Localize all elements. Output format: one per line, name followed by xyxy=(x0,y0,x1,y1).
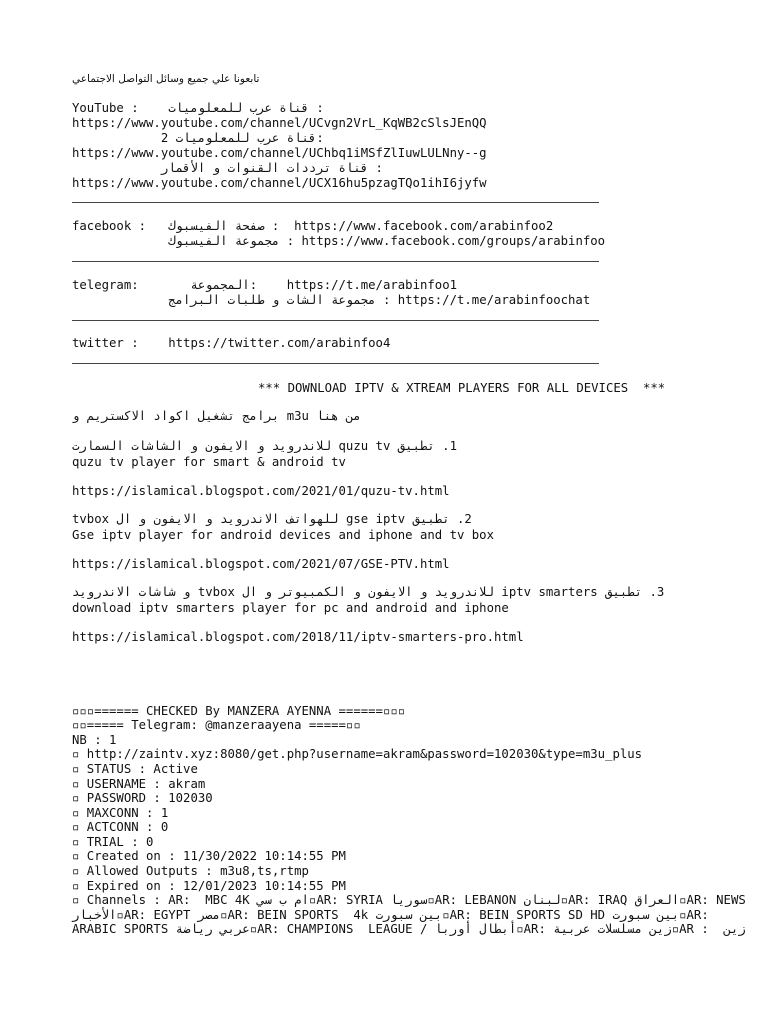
separator xyxy=(72,363,599,364)
app2-english: Gse iptv player for android devices and iphone and tv box xyxy=(72,528,494,542)
checked-username: ▫ USERNAME : akram xyxy=(72,777,206,791)
checked-outputs: ▫ Allowed Outputs : m3u8,ts,rtmp xyxy=(72,864,309,878)
telegram-line-1[interactable]: telegram: المجموعة: https://t.me/arabinfoo1 xyxy=(72,278,457,292)
app3-arabic: 3. تطبيق iptv smarters للاندرويد و الايفون و الكمبيوتر و ال tvbox و شاشات الاندرويد xyxy=(72,585,665,599)
checked-channels-3: ARABIC SPORTS عربي رياضة▫AR: CHAMPIONS LEAGUE / أبطال أوربا▫AR: زين مسلسلات عربية▫AR : زين xyxy=(72,922,746,936)
telegram-line-2[interactable]: مجموعة الشات و طلبات البرامج : https://t.me/arabinfoochat xyxy=(72,293,591,307)
app2-arabic: 2. تطبيق gse iptv للهواتف الاندرويد و الايفون و ال tvbox xyxy=(72,512,472,526)
app2-link[interactable]: https://islamical.blogspot.com/2021/07/GSE-PTV.html xyxy=(72,557,450,571)
youtube-url-3[interactable]: https://www.youtube.com/channel/UCX16hu5pzagTQo1ihI6jyfw xyxy=(72,176,487,190)
checked-maxconn: ▫ MAXCONN : 1 xyxy=(72,806,169,820)
checked-expired: ▫ Expired on : 12/01/2023 10:14:55 PM xyxy=(72,879,346,893)
youtube-url-1[interactable]: https://www.youtube.com/channel/UCvgn2VrL_KqWB2cSlsJEnQQ xyxy=(72,116,487,130)
separator xyxy=(72,202,599,203)
checked-actconn: ▫ ACTCONN : 0 xyxy=(72,820,169,834)
download-title: *** DOWNLOAD IPTV & XTREAM PLAYERS FOR ALL DEVICES *** xyxy=(258,381,666,395)
app1-english: quzu tv player for smart & android tv xyxy=(72,455,346,469)
app3-link[interactable]: https://islamical.blogspot.com/2018/11/iptv-smarters-pro.html xyxy=(72,630,524,644)
separator xyxy=(72,320,599,321)
facebook-line-2[interactable]: مجموعة الفيسبوك : https://www.facebook.com/groups/arabinfoo xyxy=(72,234,606,248)
follow-us-line: تابعونا علي جميع وسائل التواصل الاجتماعي xyxy=(72,73,260,85)
facebook-line-1[interactable]: facebook : صفحة الفيسبوك : https://www.facebook.com/arabinfoo2 xyxy=(72,219,554,233)
checked-nb: NB : 1 xyxy=(72,733,117,747)
app1-link[interactable]: https://islamical.blogspot.com/2021/01/quzu-tv.html xyxy=(72,484,450,498)
youtube-line-2: قناة عرب للمعلوميات 2: xyxy=(72,131,324,145)
youtube-line-1: YouTube : قناة عرب للمعلوميات : xyxy=(72,101,324,115)
checked-channels-2: الأخبار▫AR: EGYPT مصر▫AR: BEIN SPORTS 4k بين سبورت▫AR: BEIN SPORTS SD HD بين سبورت▫AR: xyxy=(72,908,709,922)
checked-url[interactable]: ▫ http://zaintv.xyz:8080/get.php?username=akram&password=102030&type=m3u_plus xyxy=(72,747,643,761)
separator xyxy=(72,261,599,262)
app3-english: download iptv smarters player for pc and android and iphone xyxy=(72,601,509,615)
app1-arabic: 1. تطبيق quzu tv للاندرويد و الايفون و الشاشات السمارت xyxy=(72,439,457,453)
checked-created: ▫ Created on : 11/30/2022 10:14:55 PM xyxy=(72,849,346,863)
checked-status: ▫ STATUS : Active xyxy=(72,762,198,776)
checked-password: ▫ PASSWORD : 102030 xyxy=(72,791,213,805)
checked-channels-1: ▫ Channels : AR: MBC 4K ام ب سي▫AR: SYRIA سوريا▫AR: LEBANON لبنان▫AR: IRAQ العراق▫AR: NEWS xyxy=(72,893,746,907)
download-intro: من هنا m3u برامج تشغيل اكواد الاكستريم و xyxy=(72,409,361,423)
twitter-line[interactable]: twitter : https://twitter.com/arabinfoo4 xyxy=(72,336,391,350)
checked-telegram: ▫▫===== Telegram: @manzeraayena =====▫▫ xyxy=(72,718,361,732)
checked-header: ▫▫▫====== CHECKED By MANZERA AYENNA ======▫▫▫ xyxy=(72,704,406,718)
checked-trial: ▫ TRIAL : 0 xyxy=(72,835,154,849)
youtube-line-3: قناة ترددات القنوات و الأقمار : xyxy=(72,161,383,175)
youtube-url-2[interactable]: https://www.youtube.com/channel/UChbq1iMSfZlIuwLULNny--g xyxy=(72,146,487,160)
